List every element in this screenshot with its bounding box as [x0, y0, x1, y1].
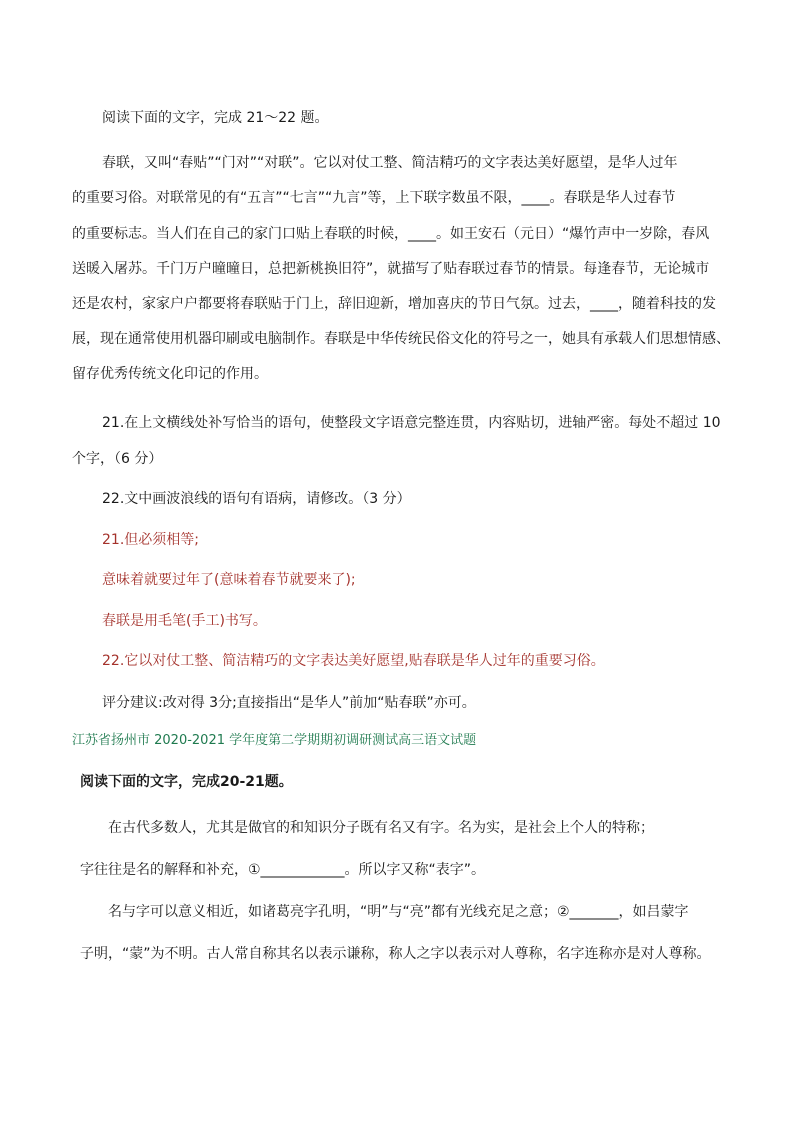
- answer-line: 22.它以对仗工整、简洁精巧的文字表达美好愿望,贴春联是华人过年的重要习俗。: [102, 653, 605, 669]
- passage-line: 名与字可以意义相近，如诸葛亮字孔明，“明”与“亮”都有光线充足之意；②_______，如吕蒙字: [108, 904, 689, 920]
- passage-line: 字往往是名的解释和补充，①____________。所以字又称“表字”。: [80, 862, 486, 878]
- source-heading: 江苏省扬州市 2020-2021 学年度第二学期期初调研测试高三语文试题: [72, 733, 477, 748]
- passage-line: 送暖入屠苏。千门万户曈曈日，总把新桃换旧符”，就描写了贴春联过春节的情景。每逢春节，无论城市: [72, 261, 710, 277]
- passage-line: 展，现在通常使用机器印刷或电脑制作。春联是中华传统民俗文化的符号之一，她具有承载人们思想情感、: [72, 331, 730, 347]
- passage-line: 还是农村，家家户户都要将春联贴于门上，辞旧迎新，增加喜庆的节日气氛。过去，____，随着科技的发: [72, 296, 716, 312]
- answer-line: 春联是用毛笔(手工)书写。: [102, 613, 267, 629]
- passage-line: 子明，“蒙”为不明。古人常自称其名以表示谦称，称人之字以表示对人尊称，名字连称亦是对人尊称。: [80, 946, 711, 962]
- passage-line: 留存优秀传统文化印记的作用。: [72, 366, 268, 382]
- answer-line: 21.但必须相等;: [102, 532, 199, 548]
- passage-line: 在古代多数人，尤其是做官的和知识分子既有名又有字。名为实，是社会上个人的特称；: [108, 820, 654, 836]
- scoring-note: 评分建议:改对得 3分;直接指出“是华人”前加“贴春联”亦可。: [102, 695, 476, 711]
- section1-intro: 阅读下面的文字，完成 21～22 题。: [102, 110, 329, 126]
- section2-intro: 阅读下面的文字，完成20-21题。: [80, 774, 293, 790]
- question-21: 21.在上文横线处补写恰当的语句，使整段文字语意完整连贯，内容贴切，进轴严密。每处不超过 10: [102, 415, 721, 431]
- answer-line: 意味着就要过年了(意味着春节就要来了);: [102, 572, 356, 588]
- passage-line: 的重要习俗。对联常见的有“五言”“七言”“九言”等，上下联字数虽不限，____。春联是华人过春节: [72, 190, 676, 206]
- passage-line: 的重要标志。当人们在自己的家门口贴上春联的时候，____。如王安石（元日）“爆竹声中一岁除，春风: [72, 226, 710, 242]
- question-21-cont: 个字，（6 分）: [72, 451, 163, 467]
- passage-line: 春联，又叫“春贴”“门对”“对联”。它以对仗工整、简洁精巧的文字表达美好愿望，是华人过年: [102, 155, 678, 171]
- question-22: 22.文中画波浪线的语句有语病，请修改。（3 分）: [102, 491, 411, 507]
